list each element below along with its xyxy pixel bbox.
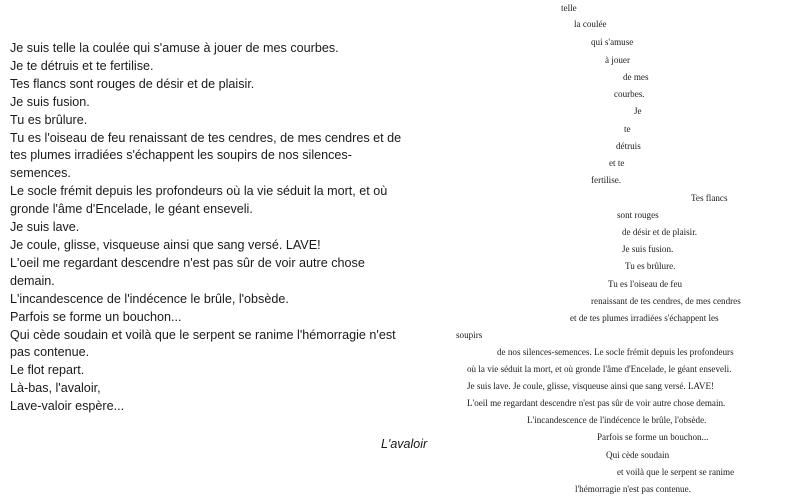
calligram-fragment: détruis bbox=[616, 141, 641, 151]
poem-line: Tu es brûlure. bbox=[10, 112, 88, 127]
calligram-fragment: l'hémorragie n'est pas contenue. bbox=[575, 484, 691, 494]
calligram-fragment: la coulée bbox=[574, 19, 607, 29]
calligram-fragment: soupirs bbox=[456, 330, 483, 340]
calligram-fragment: telle bbox=[561, 3, 577, 13]
poem-caption: L'avaloir bbox=[381, 437, 428, 451]
poem-line: Qui cède soudain et voilà que le serpent se ranime l'hémorragie n'est bbox=[10, 327, 396, 342]
poem-line: Tes flancs sont rouges de désir et de plaisir. bbox=[10, 76, 255, 91]
poem-line: Je suis lave. bbox=[10, 220, 80, 235]
poem-line: tes plumes irradiées s'échappent les soupirs de nos silences- bbox=[10, 148, 352, 163]
poem-line: semences. bbox=[10, 166, 71, 181]
poem-line: gronde l'âme d'Encelade, le géant enseveli. bbox=[10, 202, 253, 217]
calligram-fragment: Tes flancs bbox=[691, 193, 728, 203]
poem-line: L'oeil me regardant descendre n'est pas sûr de voir autre chose bbox=[10, 255, 365, 270]
poem-text bbox=[10, 40, 430, 416]
calligram-fragment: et de tes plumes irradiées s'échappent les bbox=[570, 313, 719, 323]
poem-line: Je suis fusion. bbox=[10, 94, 90, 109]
poem-line: L'incandescence de l'indécence le brûle, l'obsède. bbox=[10, 291, 289, 306]
calligram-fragment: et te bbox=[609, 158, 625, 168]
calligram-fragment: à jouer bbox=[605, 55, 630, 65]
poem-line: Je coule, glisse, visqueuse ainsi que sang versé. LAVE! bbox=[10, 237, 321, 252]
calligram-fragment: et voilà que le serpent se ranime bbox=[617, 467, 735, 477]
calligram-fragment: L'incandescence de l'indécence le brûle, l'obsède. bbox=[527, 415, 707, 425]
calligram-fragment: où la vie séduit la mort, et où gronde l'âme d'Encelade, le géant enseveli. bbox=[467, 364, 732, 374]
calligram-fragment: renaissant de tes cendres, de mes cendres bbox=[591, 296, 741, 306]
calligram-fragment: de mes bbox=[623, 72, 649, 82]
calligram-fragment: Je suis fusion. bbox=[622, 244, 674, 254]
poem-line: Lave-valoir espère... bbox=[10, 399, 125, 414]
poem-line: Parfois se forme un bouchon... bbox=[10, 309, 182, 324]
poem-line: Le flot repart. bbox=[10, 363, 85, 378]
calligram-fragment: te bbox=[624, 124, 631, 134]
calligram-fragment: courbes. bbox=[614, 89, 645, 99]
calligram-fragment: Qui cède soudain bbox=[606, 450, 670, 460]
calligram-fragment: Tu es l'oiseau de feu bbox=[608, 279, 683, 289]
calligram-fragment: L'oeil me regardant descendre n'est pas sûr de voir autre chose demain. bbox=[467, 398, 726, 408]
poem-line: Là-bas, l'avaloir, bbox=[10, 381, 101, 396]
poem-line: demain. bbox=[10, 273, 55, 288]
calligram-fragment: qui s'amuse bbox=[591, 37, 634, 47]
calligram-fragment: de nos silences-semences. Le socle frémit depuis les profondeurs bbox=[497, 347, 734, 357]
poem-line: Je te détruis et te fertilise. bbox=[10, 58, 154, 73]
poem-line: pas contenue. bbox=[10, 345, 90, 360]
poem-line: Le socle frémit depuis les profondeurs où la vie séduit la mort, et où bbox=[10, 184, 388, 199]
poem-line: Je suis telle la coulée qui s'amuse à jouer de mes courbes. bbox=[10, 41, 339, 55]
poem-line: Tu es l'oiseau de feu renaissant de tes cendres, de mes cendres et de bbox=[10, 130, 402, 145]
calligram-fragment: Je suis lave. Je coule, glisse, visqueuse ainsi que sang versé. LAVE! bbox=[467, 381, 715, 391]
calligram-fragment: fertilise. bbox=[591, 175, 622, 185]
calligram-fragment: Parfois se forme un bouchon... bbox=[597, 432, 709, 442]
calligram-fragment: Tu es brûlure. bbox=[625, 261, 676, 271]
calligram-fragment: de désir et de plaisir. bbox=[622, 227, 698, 237]
calligram-fragment: Je bbox=[634, 106, 642, 116]
calligram-fragment: sont rouges bbox=[617, 210, 659, 220]
